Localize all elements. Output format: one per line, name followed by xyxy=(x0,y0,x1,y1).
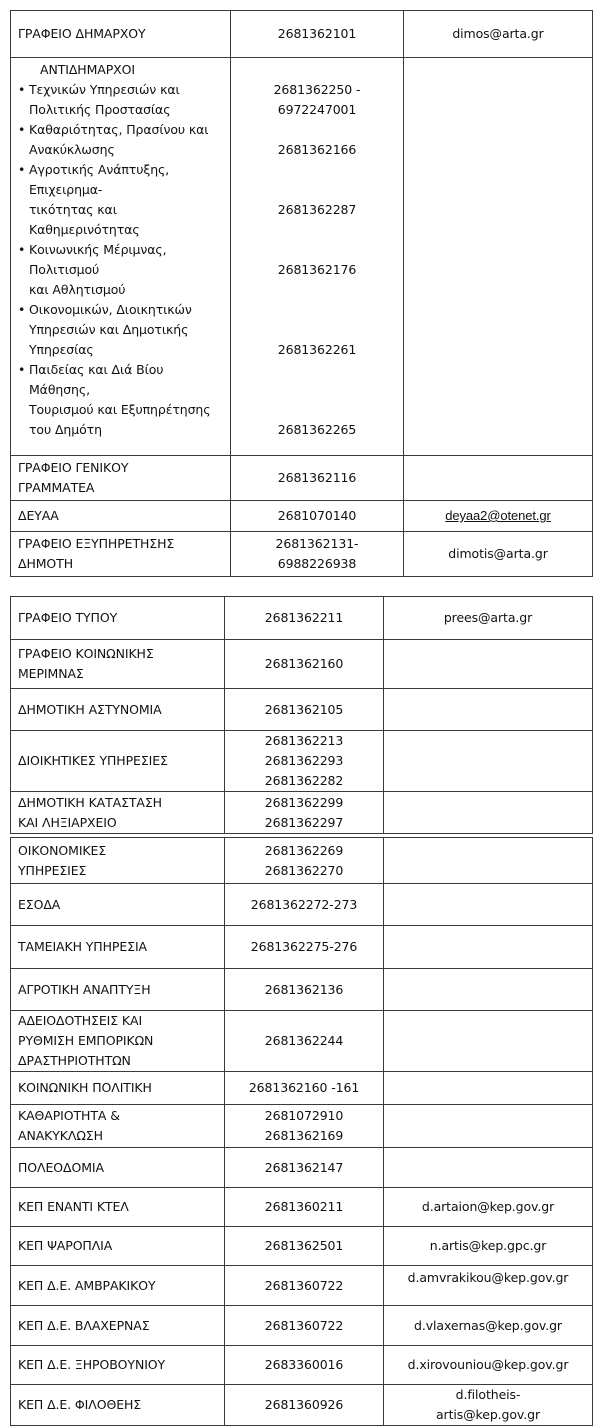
office-phone: 2683360016 xyxy=(225,1346,384,1385)
deputy-portfolio-line: Καθαριότητας, Πρασίνου και xyxy=(29,122,209,137)
table-row xyxy=(11,456,593,501)
office-email xyxy=(404,58,593,456)
table-row xyxy=(11,1346,593,1385)
deputy-mayors-heading: ΑΝΤΙΔΗΜΑΡΧΟΙ xyxy=(40,62,135,77)
deputy-phone-line: 6972247001 xyxy=(277,102,357,117)
office-name: ΟΙΚΟΝΟΜΙΚΕΣ ΥΠΗΡΕΣΙΕΣ xyxy=(11,838,225,884)
table-row xyxy=(11,1148,593,1188)
bullet-icon: • xyxy=(18,362,26,377)
deputy-mayor-item xyxy=(18,360,223,440)
office-name: ΠΟΛΕΟΔΟΜΙΑ xyxy=(11,1148,225,1188)
deputy-portfolio-line: Ανακύκλωσης xyxy=(29,142,115,157)
deputy-phone-line xyxy=(238,360,396,380)
office-name: ΔΗΜΟΤΙΚΗ ΑΣΤΥΝΟΜΙΑ xyxy=(11,689,225,731)
office-phone: 2681360211 xyxy=(225,1188,384,1227)
office-name: ΚΕΠ Δ.Ε. ΒΛΑΧΕΡΝΑΣ xyxy=(11,1306,225,1346)
deputy-portfolio-line: Πολιτικής Προστασίας xyxy=(29,102,171,117)
contacts-table-departments xyxy=(10,837,593,1426)
deputy-portfolio-line: και Αθλητισμού xyxy=(29,282,126,297)
office-phone: 2681362211 xyxy=(225,597,384,640)
deputy-mayor-item xyxy=(18,300,223,360)
office-email[interactable]: dimos@arta.gr xyxy=(404,11,593,58)
table-row xyxy=(11,1072,593,1105)
office-email[interactable]: d.artaion@kep.gov.gr xyxy=(384,1188,593,1227)
office-name: ΔΕΥΑΑ xyxy=(11,501,231,532)
deputy-phone-line: 2681362176 xyxy=(277,262,357,277)
deputy-mayor-item xyxy=(18,80,223,120)
deputy-portfolio-line: Αγροτικής Ανάπτυξης, xyxy=(29,162,170,177)
deputy-portfolio-line: Υπηρεσίας xyxy=(29,342,94,357)
office-name: ΔΗΜΟΤΙΚΗ ΚΑΤΑΣΤΑΣΗ ΚΑΙ ΛΗΞΙΑΡΧΕΙΟ xyxy=(11,792,225,834)
office-phone: 2681362272-273 xyxy=(225,884,384,926)
office-phone: 2681362501 xyxy=(225,1227,384,1266)
deputy-phone-line xyxy=(238,320,396,340)
deputy-portfolio-line: Μάθησης, xyxy=(29,382,90,397)
deputy-portfolio-line: του Δημότη xyxy=(29,422,102,437)
table-row xyxy=(11,884,593,926)
office-phone: 2681362299 2681362297 xyxy=(225,792,384,834)
deputy-phone-line: 2681362261 xyxy=(277,342,357,357)
deputy-portfolio-line: τικότητας και xyxy=(29,202,117,217)
deputy-phone-line: 2681362250 - xyxy=(273,82,361,97)
office-email[interactable]: d.vlaxernas@kep.gov.gr xyxy=(384,1306,593,1346)
contacts-table-main xyxy=(10,10,593,577)
office-name: ΔΙΟΙΚΗΤΙΚΕΣ ΥΠΗΡΕΣΙΕΣ xyxy=(11,731,225,792)
office-name: ΕΣΟΔΑ xyxy=(11,884,225,926)
deputy-phones-cell xyxy=(231,58,404,456)
deputy-phone-line xyxy=(238,400,396,420)
table-row xyxy=(11,1385,593,1426)
table-row xyxy=(11,597,593,640)
deputy-mayor-item xyxy=(18,120,223,160)
table-row xyxy=(11,1266,593,1306)
office-name: ΓΡΑΦΕΙΟ ΓΕΝΙΚΟΥ ΓΡΑΜΜΑΤΕΑ xyxy=(11,456,231,501)
office-name: ΓΡΑΦΕΙΟ ΚΟΙΝΩΝΙΚΗΣ ΜΕΡΙΜΝΑΣ xyxy=(11,640,225,689)
deputy-portfolio-line: Επιχειρημα- xyxy=(29,182,103,197)
bullet-icon: • xyxy=(18,302,26,317)
table-row xyxy=(11,58,593,456)
table-row xyxy=(11,1011,593,1072)
deputy-phone-line xyxy=(238,240,396,260)
office-name: ΚΑΘΑΡΙΟΤΗΤΑ & ΑΝΑΚΥΚΛΩΣΗ xyxy=(11,1105,225,1148)
office-email xyxy=(384,969,593,1011)
office-phone: 2681362105 xyxy=(225,689,384,731)
table-row xyxy=(11,1105,593,1148)
table-row xyxy=(11,926,593,969)
office-email[interactable]: d.xirovouniou@kep.gov.gr xyxy=(384,1346,593,1385)
office-name: ΑΓΡΟΤΙΚΗ ΑΝΑΠΤΥΞΗ xyxy=(11,969,225,1011)
table-row xyxy=(11,969,593,1011)
office-phone: 2681362147 xyxy=(225,1148,384,1188)
office-email xyxy=(384,689,593,731)
office-phone: 2681362160 -161 xyxy=(225,1072,384,1105)
office-name: ΚΟΙΝΩΝΙΚΗ ΠΟΛΙΤΙΚΗ xyxy=(11,1072,225,1105)
deputy-phone-line xyxy=(238,280,396,300)
office-email xyxy=(384,1072,593,1105)
table-row xyxy=(11,731,593,792)
office-phone: 2681362244 xyxy=(225,1011,384,1072)
deputy-phone-line: 2681362265 xyxy=(277,422,357,437)
bullet-icon: • xyxy=(18,122,26,137)
office-name: ΚΕΠ ΨΑΡΟΠΛΙΑ xyxy=(11,1227,225,1266)
office-phone: 2681360926 xyxy=(225,1385,384,1426)
office-name: ΚΕΠ Δ.Ε. ΦΙΛΟΘΕΗΣ xyxy=(11,1385,225,1426)
deputy-phone-line xyxy=(238,300,396,320)
office-email xyxy=(384,1011,593,1072)
office-email xyxy=(384,838,593,884)
email-link[interactable]: deyaa2@otenet.gr xyxy=(445,508,551,523)
deputy-phone-line: 2681362166 xyxy=(277,142,357,157)
table-row xyxy=(11,689,593,731)
office-phone: 2681362116 xyxy=(231,456,404,501)
deputy-mayors-cell xyxy=(11,58,231,456)
deputy-phone-line xyxy=(238,220,396,240)
office-email[interactable]: d.filotheis- artis@kep.gov.gr xyxy=(384,1385,593,1426)
bullet-icon: • xyxy=(18,242,26,257)
deputy-phone-line xyxy=(238,180,396,200)
office-email[interactable]: n.artis@kep.gpc.gr xyxy=(384,1227,593,1266)
office-name: ΚΕΠ ΕΝΑΝΤΙ ΚΤΕΛ xyxy=(11,1188,225,1227)
contacts-table-services xyxy=(10,596,593,834)
table-row xyxy=(11,1306,593,1346)
office-phone: 2681070140 xyxy=(231,501,404,532)
office-email xyxy=(384,1105,593,1148)
table-row xyxy=(11,640,593,689)
office-phone: 2681362131- 6988226938 xyxy=(231,532,404,577)
deputy-phone-line xyxy=(238,160,396,180)
office-phone: 2681360722 xyxy=(225,1306,384,1346)
bullet-icon: • xyxy=(18,82,26,97)
office-phone: 2681362101 xyxy=(231,11,404,58)
office-phone: 2681362213 2681362293 2681362282 xyxy=(225,731,384,792)
table-row xyxy=(11,1188,593,1227)
office-email xyxy=(404,456,593,501)
deputy-mayor-item xyxy=(18,240,223,300)
deputy-portfolio-line: Τουρισμού και Εξυπηρέτησης xyxy=(29,402,211,417)
office-email xyxy=(384,640,593,689)
table-row xyxy=(11,1227,593,1266)
table-row xyxy=(11,838,593,884)
table-row xyxy=(11,501,593,532)
office-name: ΚΕΠ Δ.Ε. ΞΗΡΟΒΟΥΝΙΟΥ xyxy=(11,1346,225,1385)
deputy-portfolio-line: Οικονομικών, Διοικητικών xyxy=(29,302,192,317)
office-email[interactable]: dimotis@arta.gr xyxy=(404,532,593,577)
office-email xyxy=(384,731,593,792)
office-phone: 2681362269 2681362270 xyxy=(225,838,384,884)
deputy-mayors-list xyxy=(18,80,223,440)
office-email xyxy=(384,926,593,969)
office-name: ΓΡΑΦΕΙΟ ΤΥΠΟΥ xyxy=(11,597,225,640)
office-phone: 2681362275-276 xyxy=(225,926,384,969)
office-email xyxy=(384,792,593,834)
office-email[interactable]: prees@arta.gr xyxy=(384,597,593,640)
table-row xyxy=(11,11,593,58)
office-phone: 2681072910 2681362169 xyxy=(225,1105,384,1148)
deputy-mayor-item xyxy=(18,160,223,240)
table-row xyxy=(11,792,593,834)
table-row xyxy=(11,532,593,577)
deputy-portfolio-line: Παιδείας και Διά Βίου xyxy=(29,362,164,377)
office-name: ΤΑΜΕΙΑΚΗ ΥΠΗΡΕΣΙΑ xyxy=(11,926,225,969)
bullet-icon: • xyxy=(18,162,26,177)
office-email xyxy=(384,884,593,926)
office-name: ΚΕΠ Δ.Ε. ΑΜΒΡΑΚΙΚΟΥ xyxy=(11,1266,225,1306)
office-phone: 2681362160 xyxy=(225,640,384,689)
deputy-phones xyxy=(238,60,396,440)
office-phone: 2681362136 xyxy=(225,969,384,1011)
deputy-portfolio-line: Πολιτισμού xyxy=(29,262,100,277)
office-name: ΓΡΑΦΕΙΟ ΔΗΜΑΡΧΟΥ xyxy=(11,11,231,58)
office-email[interactable] xyxy=(404,501,593,532)
deputy-phone-line: 2681362287 xyxy=(277,202,357,217)
office-name: ΓΡΑΦΕΙΟ ΕΞΥΠΗΡΕΤΗΣΗΣ ΔΗΜΟΤΗ xyxy=(11,532,231,577)
office-phone: 2681360722 xyxy=(225,1266,384,1306)
office-name: ΑΔΕΙΟΔΟΤΗΣΕΙΣ ΚΑΙ ΡΥΘΜΙΣΗ ΕΜΠΟΡΙΚΩΝ ΔΡΑΣΤΗΡΙΟΤΗΤΩΝ xyxy=(11,1011,225,1072)
deputy-portfolio-line: Κοινωνικής Μέριμνας, xyxy=(29,242,167,257)
office-email[interactable]: d.amvrakikou@kep.gov.gr xyxy=(384,1266,593,1306)
deputy-portfolio-line: Τεχνικών Υπηρεσιών και xyxy=(29,82,180,97)
deputy-phone-line xyxy=(238,120,396,140)
deputy-portfolio-line: Καθημερινότητας xyxy=(29,222,140,237)
deputy-phone-line xyxy=(238,380,396,400)
deputy-portfolio-line: Υπηρεσιών και Δημοτικής xyxy=(29,322,189,337)
office-email xyxy=(384,1148,593,1188)
